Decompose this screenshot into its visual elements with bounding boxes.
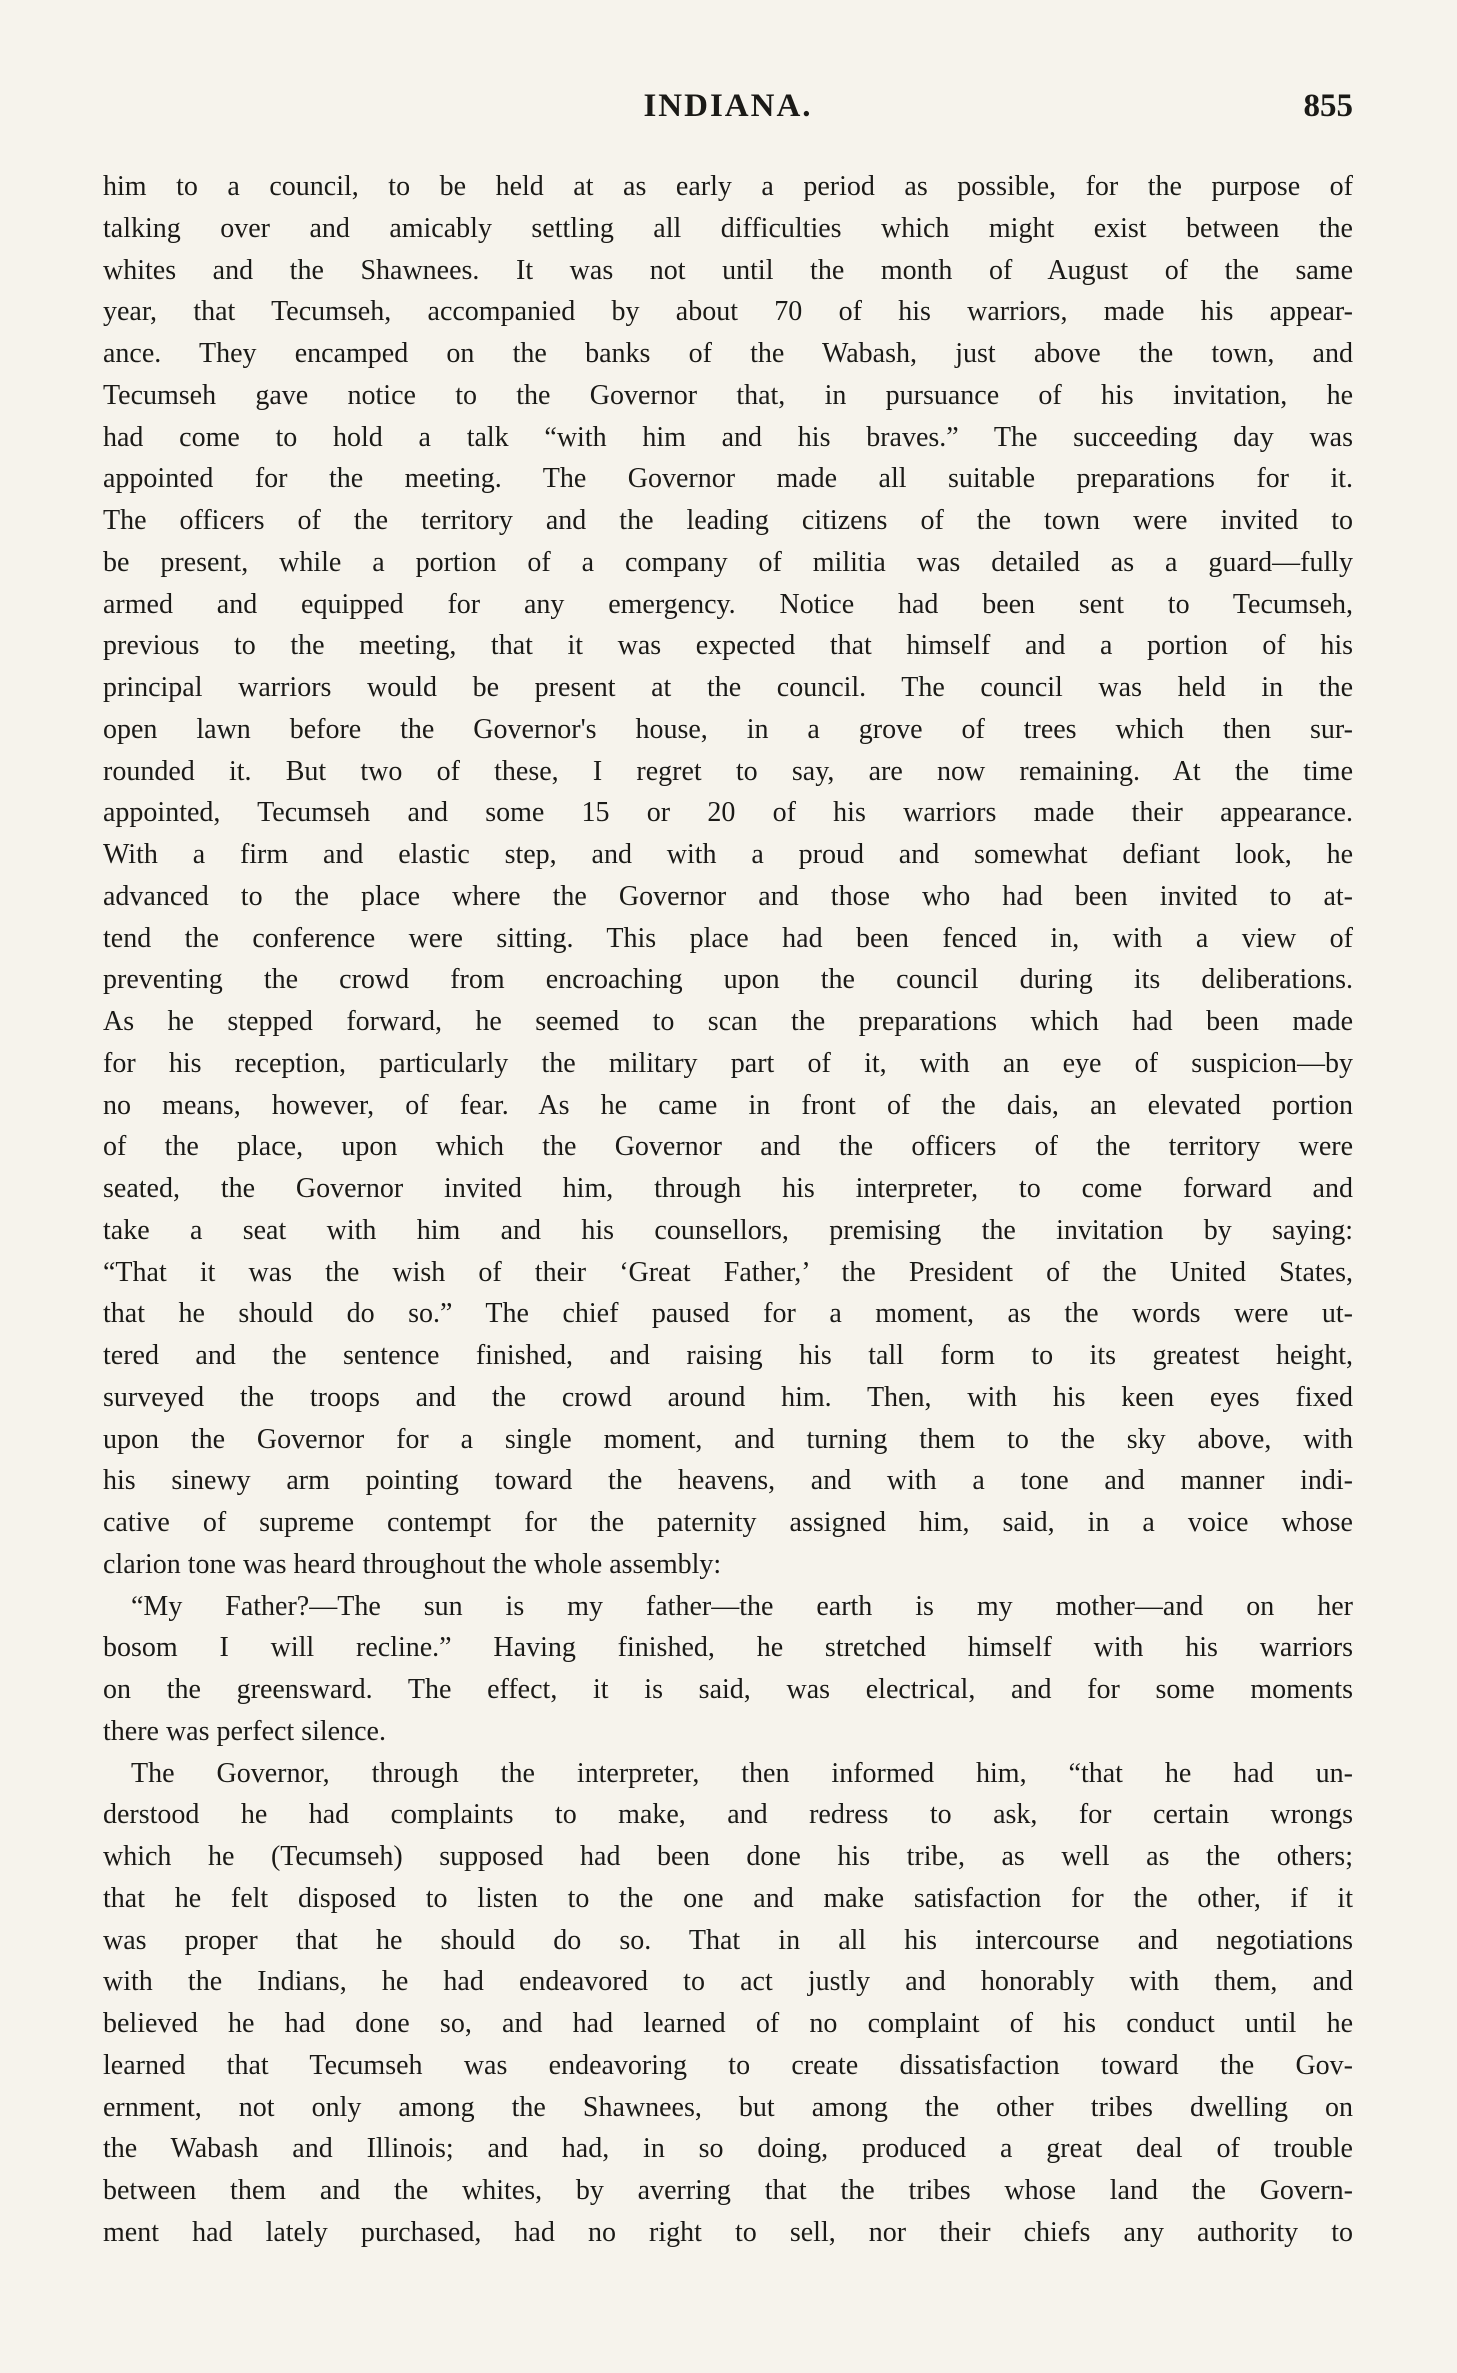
text-line: ment had lately purchased, had no right to sell, nor their chiefs any authority to [103,2216,1353,2248]
text-line: With a firm and elastic step, and with a proud and somewhat defiant look, he [103,839,1353,870]
text-line: Tecumseh gave notice to the Governor that, in pursuance of his invitation, he [103,379,1353,411]
text-line: him to a council, to be held at as early a period as possible, for the purpose of [103,171,1353,202]
text-line: cative of supreme contempt for the paternity assigned him, said, in a voice whose [103,1507,1353,1538]
text-line: “My Father?—The sun is my father—the earth is my mother—and on her [131,1590,1353,1622]
text-line: the Wabash and Illinois; and had, in so doing, produced a great deal of trouble [103,2133,1353,2165]
text-line: had come to hold a talk “with him and his braves.” The succeeding day was [103,421,1353,453]
running-title: INDIANA. [643,88,813,124]
text-line: open lawn before the Governor's house, in a grove of trees which then sur- [103,713,1353,745]
text-line: As he stepped forward, he seemed to scan the preparations which had been made [103,1006,1353,1037]
text-line: take a seat with him and his counsellors, premising the invitation by saying: [103,1214,1353,1246]
text-line: his sinewy arm pointing toward the heavens, and with a tone and manner indi- [103,1465,1353,1497]
text-line: year, that Tecumseh, accompanied by about 70 of his warriors, made his appear- [103,296,1353,328]
text-line: learned that Tecumseh was endeavoring to create dissatisfaction toward the Gov- [103,2049,1353,2081]
text-line: ance. They encamped on the banks of the Wabash, just above the town, and [103,338,1353,369]
text-line: be present, while a portion of a company of militia was detailed as a guard—fully [103,546,1353,578]
text-line: for his reception, particularly the military part of it, with an eye of suspicion—by [103,1047,1353,1079]
text-line: bosom I will recline.” Having finished, he stretched himself with his warriors [103,1632,1353,1664]
text-line: seated, the Governor invited him, through his interpreter, to come forward and [103,1173,1353,1204]
text-line: surveyed the troops and the crowd around him. Then, with his keen eyes fixed [103,1381,1353,1413]
text-line: was proper that he should do so. That in all his intercourse and negotiations [103,1924,1353,1956]
text-line: The Governor, through the interpreter, then informed him, “that he had un- [131,1757,1353,1789]
text-line: “That it was the wish of their ‘Great Father,’ the President of the United States, [103,1256,1353,1288]
running-head [103,88,1353,140]
text-line: rounded it. But two of these, I regret to say, are now remaining. At the time [103,755,1353,787]
text-line: appointed, Tecumseh and some 15 or 20 of his warriors made their appearance. [103,797,1353,829]
body-text [103,166,1353,2254]
text-line: that he felt disposed to listen to the one and make satisfaction for the other, if it [103,1882,1353,1914]
text-line: principal warriors would be present at the council. The council was held in the [103,672,1353,703]
text-line: appointed for the meeting. The Governor made all suitable preparations for it. [103,463,1353,495]
text-line: which he (Tecumseh) supposed had been done his tribe, as well as the others; [103,1841,1353,1872]
text-line: whites and the Shawnees. It was not until the month of August of the same [103,254,1353,286]
text-line: The officers of the territory and the leading citizens of the town were invited to [103,505,1353,536]
text-line: believed he had done so, and had learned of no complaint of his conduct until he [103,2008,1353,2039]
text-line: talking over and amicably settling all difficulties which might exist between the [103,212,1353,244]
text-line: between them and the whites, by averring that the tribes whose land the Govern- [103,2175,1353,2206]
book-page [103,88,1353,2254]
text-line: advanced to the place where the Governor and those who had been invited to at- [103,880,1353,912]
text-line: with the Indians, he had endeavored to act justly and honorably with them, and [103,1966,1353,1998]
text-line: armed and equipped for any emergency. Notice had been sent to Tecumseh, [103,588,1353,620]
text-line: tered and the sentence finished, and raising his tall form to its greatest height, [103,1340,1353,1371]
text-line: upon the Governor for a single moment, and turning them to the sky above, with [103,1423,1353,1455]
text-line: that he should do so.” The chief paused for a moment, as the words were ut- [103,1298,1353,1330]
text-line: of the place, upon which the Governor and the officers of the territory were [103,1131,1353,1163]
text-line: on the greensward. The effect, it is said, was electrical, and for some moments [103,1674,1353,1705]
text-line: clarion tone was heard throughout the whole assembly: [103,1548,722,1580]
text-line: tend the conference were sitting. This place had been fenced in, with a view of [103,922,1353,954]
text-line: previous to the meeting, that it was expected that himself and a portion of his [103,630,1353,662]
text-line: preventing the crowd from encroaching upon the council during its deliberations. [103,964,1353,996]
text-line: no means, however, of fear. As he came in front of the dais, an elevated portion [103,1089,1353,1121]
text-line: derstood he had complaints to make, and redress to ask, for certain wrongs [103,1799,1353,1831]
text-line: there was perfect silence. [103,1715,386,1747]
text-line: ernment, not only among the Shawnees, but among the other tribes dwelling on [103,2091,1353,2123]
page-number: 855 [1303,88,1353,124]
